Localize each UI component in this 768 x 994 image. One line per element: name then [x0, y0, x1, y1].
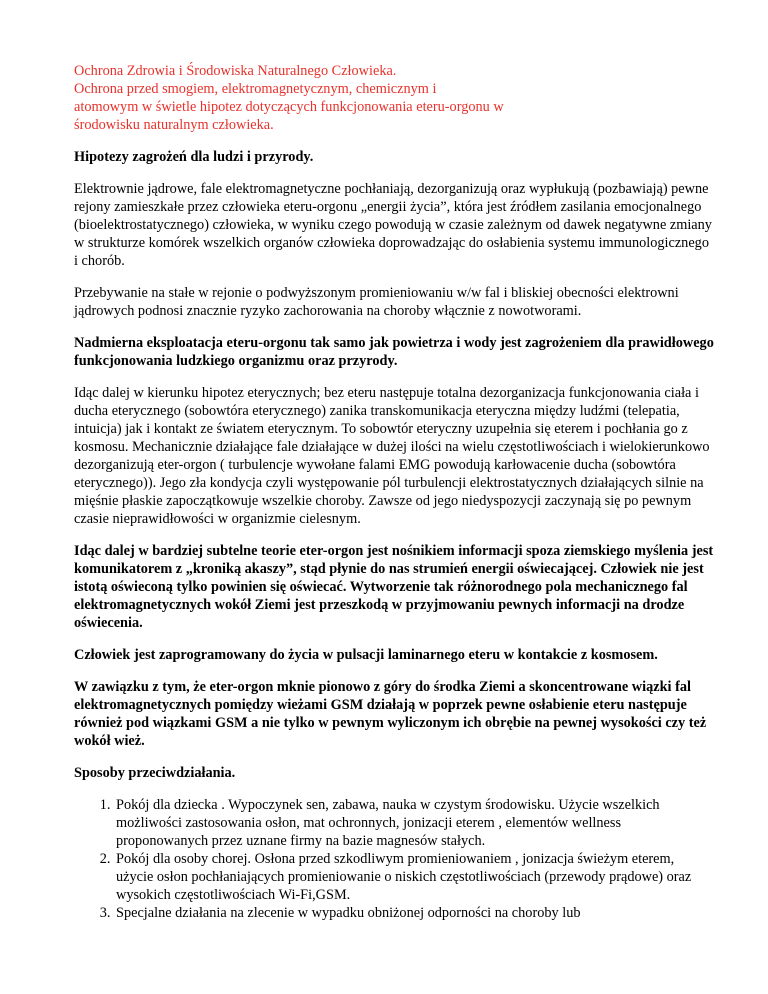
- paragraph-gsm-beams: W zawiązku z tym, że eter-orgon mknie pionowo z góry do środka Ziemi a skoncentrowane wiązki fal elektromagnetycznych pomiędzy wieżami GSM działają w poprzek pewne osłabienie eteru następuje również pod wiązkami GSM a nie tylko w pewnym wyliczonym ich obrębie na pewnej wysokości czy też wokół wież.: [74, 679, 707, 749]
- title-line-3: atomowym w świetle hipotez dotyczących funkcjonowania eteru-orgonu w: [74, 99, 504, 115]
- hypotheses-heading: Hipotezy zagrożeń dla ludzi i przyrody.: [74, 149, 314, 165]
- countermeasures-heading: Sposoby przeciwdziałania.: [74, 765, 236, 781]
- paragraph-etheric-hypotheses: Idąc dalej w kierunku hipotez eterycznych; bez eteru następuje totalna dezorganizacja funkcjonowania ciała i ducha eterycznego (sobowtóra eterycznego) zanika transkomunikacja eteryczna między ludźmi (telepatia, intuicja) jak i kontakt ze światem eterycznym. To sobowtór eteryczny uzupełnia się eterem i pochłania go z kosmosu. Mechanicznie działające fale działające w dużej ilości na wielu częstotliwościach i wielokierunkowo dezorganizują eter-orgon ( turbulencje wywołane falami EMG powodują karłowacenie ducha (sobowtóra eterycznego)). Jego zła kondycja czyli występowanie pól turbulencji elektrostatycznych działających silnie na mięśnie płaskie zapoczątkowuje wszelkie choroby. Zawsze od jego niedyspozycji zaczynają się po pewnym czasie nieprawidłowości w organizmie cielesnym.: [74, 385, 710, 527]
- paragraph-subtle-theories: Idąc dalej w bardziej subtelne teorie eter-orgon jest nośnikiem informacji spoza ziemskiego myślenia jest komunikatorem z „kroniką akaszy”, stąd płynie do nas strumień energii oświecającej. Człowiek nie jest istotą oświeconą tylko powinien się oświecać. Wytworzenie tak różnorodnego pola mechanicznego fal elektromagnetycznych wokół Ziemi jest przeszkodą w przyjmowaniu pewnych informacji na drodze oświecenia.: [74, 543, 714, 631]
- title-line-4: środowisku naturalnym człowieka.: [74, 117, 274, 133]
- paragraph-radiation-risk: Przebywanie na stałe w rejonie o podwyższonym promieniowaniu w/w fal i bliskiej obecności elektrowni jądrowych podnosi znacznie ryzyko zachorowania na choroby włącznie z nowotworami.: [74, 285, 679, 319]
- title-line-2: Ochrona przed smogiem, elektromagnetycznym, chemicznym i: [74, 81, 437, 97]
- list-item: 1. Pokój dla dziecka . Wypoczynek sen, zabawa, nauka w czystym środowisku. Użycie wszelkich możliwości zastosowania osłon, mat ochronnych, jonizacji eterem , elementów wellness proponowanych przez uznane firmy na bazie magnesów stałych.: [114, 796, 714, 850]
- paragraph-orgon-exploitation: Nadmierna eksploatacja eteru-orgonu tak samo jak powietrza i wody jest zagrożeniem dla prawidłowego funkcjonowania ludzkiego organizmu oraz przyrody.: [74, 335, 714, 369]
- paragraph-nuclear-emf: Elektrownie jądrowe, fale elektromagnetyczne pochłaniają, dezorganizują oraz wypłukują (pozbawiają) pewne rejony zamieszkałe przez człowieka eteru-orgonu „energii życia”, która jest źródłem zasilania emocjonalnego (bioelektrostatycznego) człowieka, w wyniku czego powodują w czasie zależnym od dawek negatywne zmiany w strukturze komórek wszelkich organów człowieka doprowadzając do osłabienia systemu immunologicznego i chorób.: [74, 181, 712, 269]
- document-page: [74, 62, 714, 922]
- list-item: 3. Specjalne działania na zlecenie w wypadku obniżonej odporności na choroby lub: [114, 904, 714, 922]
- title-line-1: Ochrona Zdrowia i Środowiska Naturalnego Człowieka.: [74, 63, 397, 79]
- document-title: [74, 62, 714, 134]
- list-item: 2. Pokój dla osoby chorej. Osłona przed szkodliwym promieniowaniem , jonizacja świeżym eterem, użycie osłon pochłaniających promieniowanie o niskich częstotliwościach (przewody prądowe) oraz wysokich częstotliwościach Wi-Fi,GSM.: [114, 850, 714, 904]
- countermeasures-list: [74, 796, 714, 922]
- paragraph-laminar-ether: Człowiek jest zaprogramowany do życia w pulsacji laminarnego eteru w kontakcie z kosmosem.: [74, 647, 658, 663]
